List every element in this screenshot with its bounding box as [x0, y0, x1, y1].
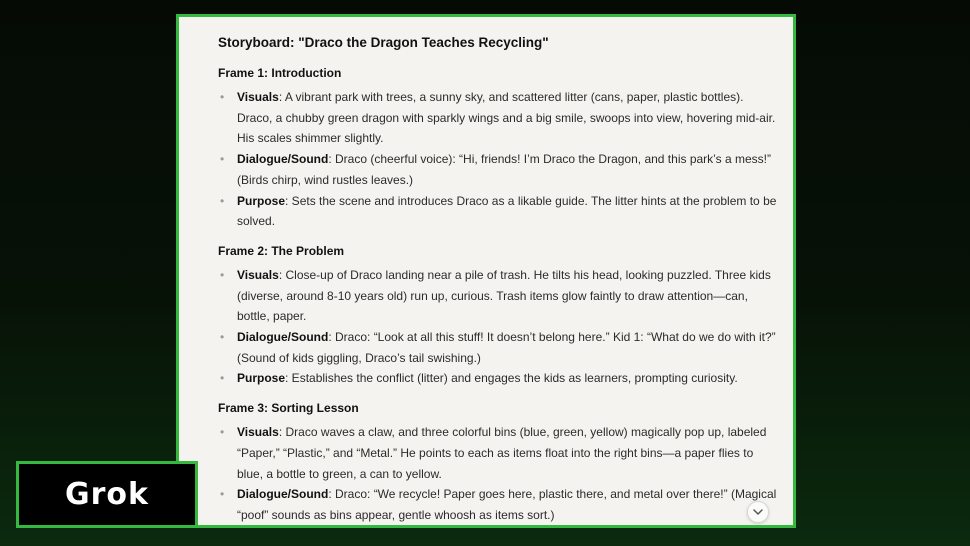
- scroll-down-button[interactable]: [747, 501, 769, 523]
- list-item: • Dialogue/Sound: Draco: “We recycle! Paper goes here, plastic there, and metal over there!” (Magical “poof” sounds as bins appear, gentle whoosh as items sort.): [218, 484, 778, 525]
- bullet-icon: •: [220, 267, 225, 282]
- frame-1-list: [218, 87, 778, 232]
- list-item: • Visuals: A vibrant park with trees, a sunny sky, and scattered litter (cans, paper, plastic bottles). Draco, a chubby green dragon with sparkly wings and a big smile, swoops into view, hovering mid-air. His scales shimmer slightly.: [218, 87, 778, 149]
- bullet-icon: •: [220, 330, 225, 345]
- frame-2-title: Frame 2: The Problem: [218, 243, 345, 258]
- list-item: • Visuals: Draco waves a claw, and three colorful bins (blue, green, yellow) magically pop up, labeled “Paper,” “Plastic,” and “Metal.” He points to each as items float into the right bins—a paper flies to blue, a bottle to green, a can to yellow.: [218, 422, 778, 484]
- storyboard-content: [218, 33, 778, 528]
- chat-response-panel: [176, 14, 796, 528]
- chevron-down-icon: [753, 509, 763, 516]
- document-title: Storyboard: "Draco the Dragon Teaches Recycling": [218, 35, 549, 50]
- bullet-icon: •: [220, 193, 225, 208]
- list-item: • Dialogue/Sound: Draco: “Look at all this stuff! It doesn’t belong here.” Kid 1: “What do we do with it?” (Sound of kids giggling, Draco’s tail swishing.): [218, 327, 778, 368]
- bullet-icon: •: [220, 371, 225, 386]
- frame-3-title: Frame 3: Sorting Lesson: [218, 401, 359, 416]
- grok-label: Grok: [65, 477, 149, 512]
- list-item: • Purpose: Establishes the conflict (litter) and engages the kids as learners, prompting curiosity.: [218, 368, 778, 389]
- list-item: • Dialogue/Sound: Draco (cheerful voice): “Hi, friends! I’m Draco the Dragon, and this park’s a mess!” (Birds chirp, wind rustles leaves.): [218, 149, 778, 190]
- list-item: • Visuals: Close-up of Draco landing near a pile of trash. He tilts his head, looking puzzled. Three kids (diverse, around 8-10 years old) run up, curious. Trash items glow faintly to draw attention—can, bottle, paper.: [218, 265, 778, 327]
- bullet-icon: •: [220, 425, 225, 440]
- frame-2-list: [218, 265, 778, 389]
- frame-3-list: [218, 422, 778, 526]
- frame-1-title: Frame 1: Introduction: [218, 66, 342, 80]
- bullet-icon: •: [220, 152, 225, 167]
- bullet-icon: •: [220, 487, 225, 502]
- grok-badge: [16, 461, 198, 528]
- bullet-icon: •: [220, 90, 225, 104]
- list-item: • Purpose: Sets the scene and introduces Draco as a likable guide. The litter hints at the problem to be solved.: [218, 191, 778, 232]
